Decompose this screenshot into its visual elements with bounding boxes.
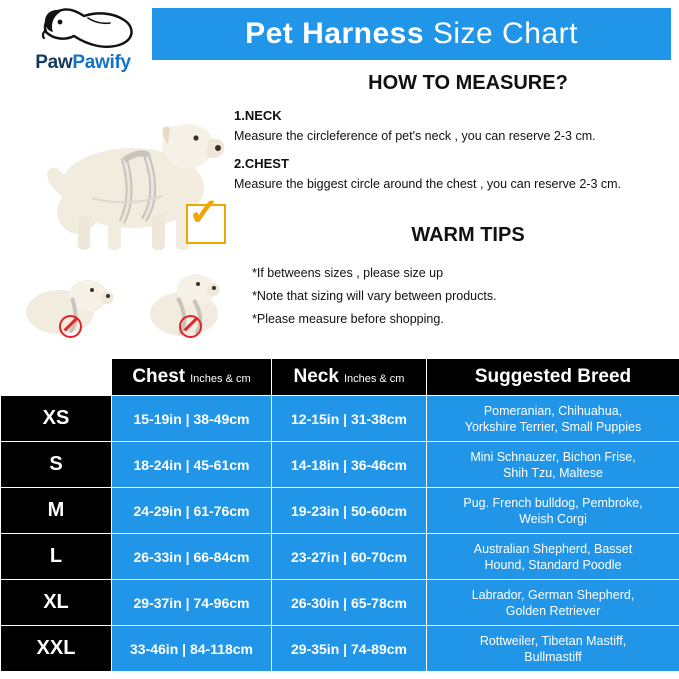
incorrect-fit-photo-2 bbox=[140, 268, 238, 340]
warm-tips-title: WARM TIPS bbox=[411, 224, 525, 246]
table-row bbox=[1, 626, 679, 672]
brand-name-paw: Paw bbox=[35, 52, 73, 73]
page-title bbox=[245, 17, 578, 51]
row-neck-xl: 26-30in | 65-78cm bbox=[272, 580, 427, 626]
row-size-m: M bbox=[1, 488, 112, 534]
size-chart-table bbox=[0, 358, 679, 672]
warm-tip-1: *If betweens sizes , please size up bbox=[252, 266, 444, 280]
table-header-breed-main: Suggested Breed bbox=[474, 366, 632, 387]
brand-logo bbox=[18, 6, 148, 84]
table-header-neck-main: Neck bbox=[293, 366, 339, 387]
row-chest-xxl: 33-46in | 84-118cm bbox=[112, 626, 272, 672]
row-size-l: L bbox=[1, 534, 112, 580]
table-header-neck bbox=[272, 359, 427, 396]
how-to-measure-body bbox=[234, 106, 674, 194]
row-breed-xxl: Rottweiler, Tibetan Mastiff, Bullmastiff bbox=[427, 626, 679, 672]
brand-name bbox=[18, 52, 148, 74]
row-chest-m: 24-29in | 61-76cm bbox=[112, 488, 272, 534]
dog-head-icon bbox=[40, 6, 136, 52]
row-neck-s: 14-18in | 36-46cm bbox=[272, 442, 427, 488]
row-neck-l: 23-27in | 60-70cm bbox=[272, 534, 427, 580]
brand-name-pawify: Pawify bbox=[72, 52, 131, 73]
table-header-chest bbox=[112, 359, 272, 396]
table-header-neck-sub: Inches & cm bbox=[343, 373, 405, 385]
measure-item-head-chest: 2.CHEST bbox=[234, 156, 289, 171]
table-row bbox=[1, 580, 679, 626]
row-neck-xxl: 29-35in | 74-89cm bbox=[272, 626, 427, 672]
prohibited-icon-2 bbox=[179, 315, 202, 338]
row-breed-s: Mini Schnauzer, Bichon Frise, Shih Tzu, Maltese bbox=[427, 442, 679, 488]
row-breed-l: Australian Shepherd, Basset Hound, Standard Poodle bbox=[427, 534, 679, 580]
table-header-chest-main: Chest bbox=[132, 366, 186, 387]
table-header-breed bbox=[427, 359, 679, 396]
table-row bbox=[1, 488, 679, 534]
row-chest-xl: 29-37in | 74-96cm bbox=[112, 580, 272, 626]
measure-item-text-neck: Measure the circleference of pet's neck , you can reserve 2-3 cm. bbox=[234, 129, 596, 143]
row-size-s: S bbox=[1, 442, 112, 488]
measure-item-head-neck: 1.NECK bbox=[234, 108, 282, 123]
orange-check-icon: ✓ bbox=[188, 192, 220, 234]
row-chest-l: 26-33in | 66-84cm bbox=[112, 534, 272, 580]
table-header-chest-sub: Inches & cm bbox=[190, 373, 251, 385]
table-row bbox=[1, 534, 679, 580]
measure-item-text-chest: Measure the biggest circle around the chest , you can reserve 2-3 cm. bbox=[234, 177, 621, 191]
table-header-row bbox=[1, 359, 679, 396]
row-neck-xs: 12-15in | 31-38cm bbox=[272, 396, 427, 442]
page-title-light: Size Chart bbox=[424, 17, 578, 50]
how-to-measure-title: HOW TO MEASURE? bbox=[368, 72, 568, 94]
row-neck-m: 19-23in | 50-60cm bbox=[272, 488, 427, 534]
row-size-xs: XS bbox=[1, 396, 112, 442]
row-chest-s: 18-24in | 45-61cm bbox=[112, 442, 272, 488]
row-breed-xl: Labrador, German Shepherd, Golden Retriever bbox=[427, 580, 679, 626]
row-size-xxl: XXL bbox=[1, 626, 112, 672]
incorrect-fit-photo-1 bbox=[20, 268, 118, 340]
warm-tip-3: *Please measure before shopping. bbox=[252, 312, 444, 326]
warm-tips-body bbox=[252, 262, 672, 331]
table-row bbox=[1, 396, 679, 442]
row-chest-xs: 15-19in | 38-49cm bbox=[112, 396, 272, 442]
table-row bbox=[1, 442, 679, 488]
header-banner bbox=[152, 8, 671, 60]
row-size-xl: XL bbox=[1, 580, 112, 626]
row-breed-xs: Pomeranian, Chihuahua, Yorkshire Terrier, Small Puppies bbox=[427, 396, 679, 442]
warm-tip-2: *Note that sizing will vary between products. bbox=[252, 289, 497, 303]
table-header-size bbox=[1, 359, 112, 396]
page-title-bold: Pet Harness bbox=[245, 17, 425, 50]
row-breed-m: Pug. French bulldog, Pembroke, Weish Corgi bbox=[427, 488, 679, 534]
prohibited-icon-1 bbox=[59, 315, 82, 338]
